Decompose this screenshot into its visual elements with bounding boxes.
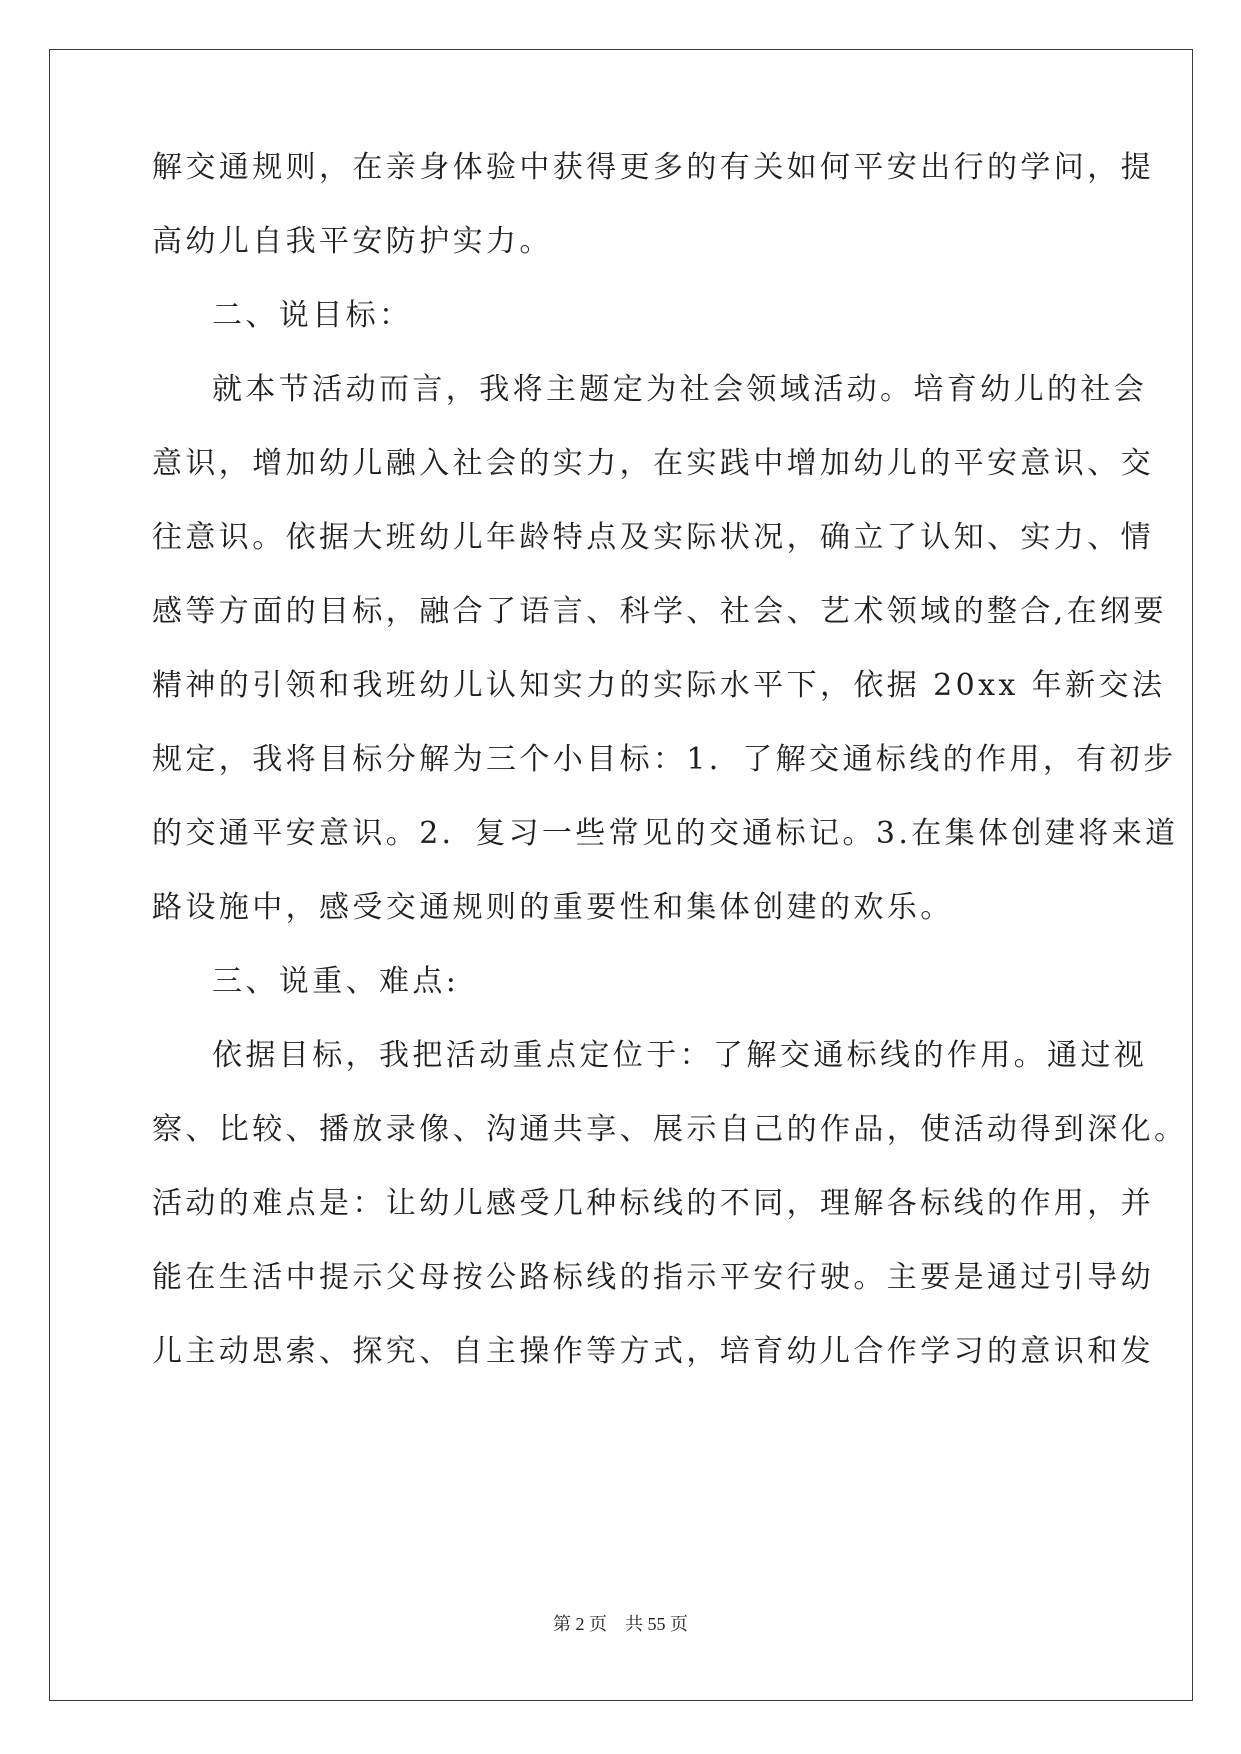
body-line-16: 能在生活中提示父母按公路标线的指示平安行驶。主要是通过引导幼	[152, 1260, 1154, 1295]
body-line-2: 高幼儿自我平安防护实力。	[152, 224, 553, 259]
body-line-9: 规定，我将目标分解为三个小目标：1．了解交通标线的作用，有初步	[152, 742, 1177, 777]
body-line-15: 活动的难点是：让幼儿感受几种标线的不同，理解各标线的作用，并	[152, 1186, 1154, 1221]
body-line-1: 解交通规则，在亲身体验中获得更多的有关如何平安出行的学问，提	[152, 150, 1154, 185]
body-line-11: 路设施中，感受交通规则的重要性和集体创建的欢乐。	[152, 890, 954, 925]
body-line-17: 儿主动思索、探究、自主操作等方式，培育幼儿合作学习的意识和发	[152, 1334, 1154, 1369]
body-line-7: 感等方面的目标，融合了语言、科学、社会、艺术领域的整合,在纲要	[152, 594, 1167, 629]
body-line-10: 的交通平安意识。2．复习一些常见的交通标记。3.在集体创建将来道	[152, 816, 1179, 851]
body-line-8: 精神的引领和我班幼儿认知实力的实际水平下，依据 20xx 年新交法	[152, 668, 1166, 703]
page-footer	[0, 1612, 1241, 1636]
section-heading-goals: 二、说目标：	[212, 298, 413, 333]
body-line-4: 就本节活动而言，我将主题定为社会领域活动。培育幼儿的社会	[212, 372, 1148, 407]
section-heading-key-points: 三、说重、难点:	[212, 964, 460, 999]
body-line-5: 意识，增加幼儿融入社会的实力，在实践中增加幼儿的平安意识、交	[152, 446, 1154, 481]
body-line-6: 往意识。依据大班幼儿年龄特点及实际状况，确立了认知、实力、情	[152, 520, 1154, 555]
body-line-13: 依据目标，我把活动重点定位于：了解交通标线的作用。通过视	[212, 1038, 1148, 1073]
page-total: 共 55 页	[625, 1614, 688, 1634]
body-line-14: 察、比较、播放录像、沟通共享、展示自己的作品，使活动得到深化。	[152, 1112, 1188, 1147]
page-number: 第 2 页	[553, 1614, 607, 1634]
